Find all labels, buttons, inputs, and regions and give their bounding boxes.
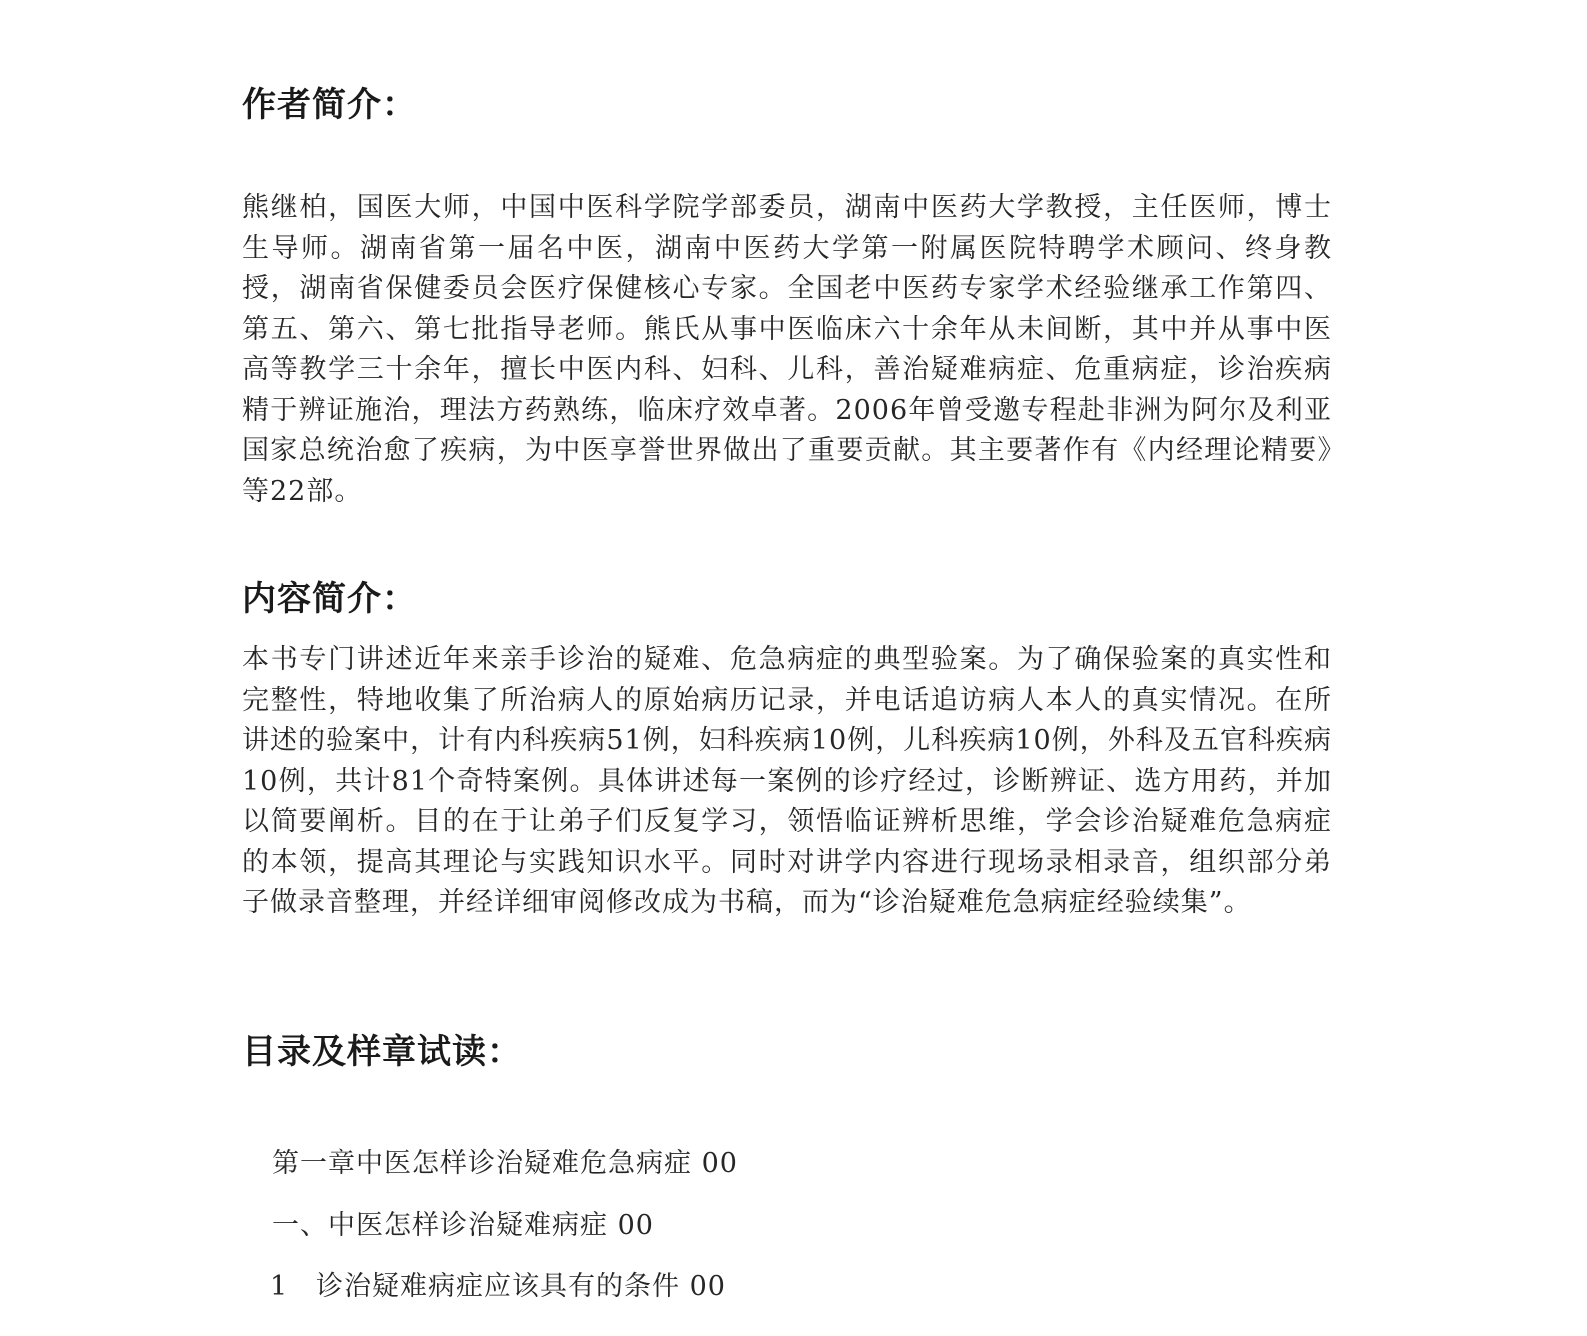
toc-entry-text: 诊治疑难病症应该具有的条件 00 — [316, 1271, 726, 1302]
author-intro-heading: 作者简介： — [242, 85, 417, 125]
toc-entry-number: 1 — [270, 1271, 289, 1302]
toc-entry-text: 一、中医怎样诊治疑难病症 00 — [272, 1210, 654, 1241]
content-intro-heading: 内容简介： — [242, 579, 417, 619]
content-intro-paragraph: 本书专门讲述近年来亲手诊治的疑难、危急病症的典型验案。为了确保验案的真实性和完整性，特地收集了所治病人的原始病历记录，并电话追访病人本人的真实情况。在所讲述的验案中，计有内科疾病51例，妇科疾病10例，儿科疾病10例，外科及五官科疾病10例，共计81个奇特案例。具体讲述每一案例的诊疗经过，诊断辨证、选方用药，并加以简要阐析。目的在于让弟子们反复学习，领悟临证辨析思维，学会诊治疑难危急病症的本领，提高其理论与实践知识水平。同时对讲学内容进行现场录相录音，组织部分弟子做录音整理，并经详细审阅修改成为书稿，而为“诊治疑难危急病症经验续集”。 — [242, 644, 1332, 918]
toc-entry-section-1[interactable] — [272, 1212, 654, 1239]
toc-entry-chapter-1[interactable] — [272, 1150, 738, 1177]
toc-entry-subsection-1[interactable] — [270, 1273, 726, 1300]
toc-entry-text: 第一章中医怎样诊治疑难危急病症 00 — [272, 1148, 738, 1179]
author-intro-paragraph: 熊继柏，国医大师，中国中医科学院学部委员，湖南中医药大学教授，主任医师，博士生导师。湖南省第一届名中医，湖南中医药大学第一附属医院特聘学术顾问、终身教授，湖南省保健委员会医疗保健核心专家。全国老中医药专家学术经验继承工作第四、第五、第六、第七批指导老师。熊氏从事中医临床六十余年从未间断，其中并从事中医高等教学三十余年，擅长中医内科、妇科、儿科，善治疑难病症、危重病症，诊治疾病精于辨证施治，理法方药熟练，临床疗效卓著。2006年曾受邀专程赴非洲为阿尔及利亚国家总统治愈了疾病，为中医享誉世界做出了重要贡献。其主要著作有《内经理论精要》等22部。 — [242, 192, 1332, 507]
toc-heading: 目录及样章试读： — [242, 1032, 522, 1072]
